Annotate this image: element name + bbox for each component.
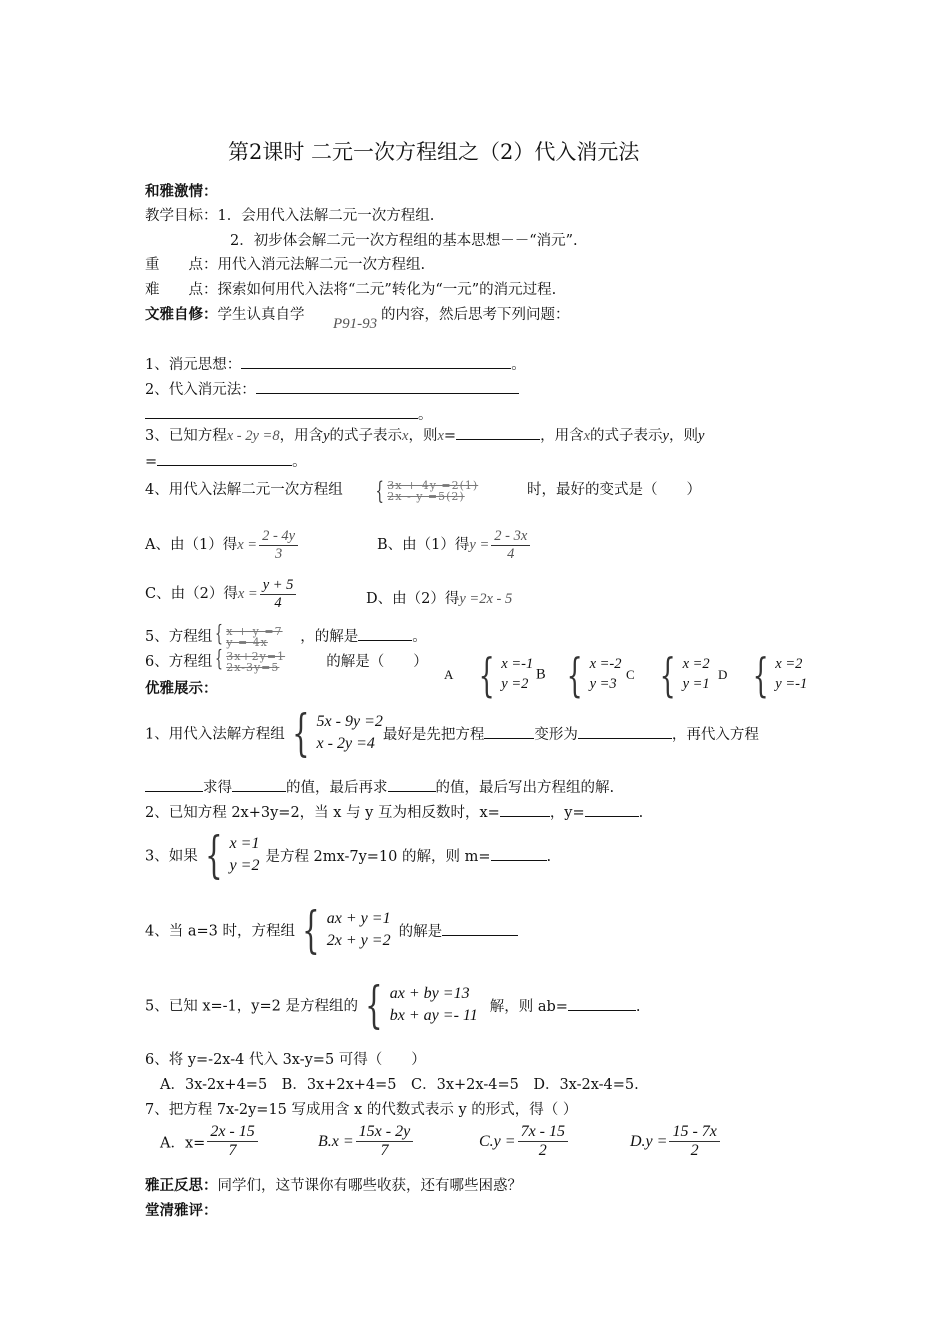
brace-icon: { xyxy=(478,648,495,702)
q6-option-b[interactable] xyxy=(536,648,622,702)
fraction: $\frac{2x - 15}{7}$ xyxy=(207,1123,257,1161)
goal-line-1 xyxy=(145,204,434,225)
brace-icon: { xyxy=(215,647,224,672)
section-heading-5: 堂清雅评： xyxy=(145,1203,218,1219)
question-1-end: 。 xyxy=(511,357,526,373)
q6-garbled-eqs: 3x+2y=1 2x-3y=5 xyxy=(226,650,286,674)
key-point: 重 点：用代入消元法解二元一次方程组. xyxy=(145,257,426,273)
q3-text: ，则 xyxy=(408,428,438,444)
practice-1 xyxy=(145,704,759,762)
answer-blank[interactable] xyxy=(585,802,639,817)
brace-icon: { xyxy=(365,976,383,1034)
q3-end: 。 xyxy=(292,454,307,470)
question-5 xyxy=(145,622,427,649)
option-label: B.x = xyxy=(318,1132,354,1150)
p5-system: ax + by =13 bx + ay =- 11 xyxy=(389,985,478,1024)
p1-text: 1、用代入法解方程组 xyxy=(145,726,285,743)
question-4 xyxy=(145,478,343,499)
p5-end: . xyxy=(635,998,641,1015)
self-study-line xyxy=(145,303,305,324)
difficult-point: 难 点：探索如何用代入法将“二元”转化为“一元”的消元过程. xyxy=(145,282,557,298)
answer-blank[interactable] xyxy=(145,777,203,792)
var-x: x xyxy=(437,428,444,444)
p3-text: 3、如果 xyxy=(145,848,198,865)
goal-2: 2．初步体会解二元一次方程组的基本思想－－“消元”. xyxy=(230,233,578,249)
q3-text: ，则 xyxy=(668,428,698,444)
q4-system xyxy=(372,479,478,503)
question-2-cont xyxy=(145,403,433,424)
q5-garbled-eqs: x + y =7 y = 4x xyxy=(226,625,283,649)
p1-text: 的值，最后再求 xyxy=(286,780,388,796)
option-label: D、由（2）得 xyxy=(366,591,460,607)
fraction: $\frac{15x - 2y}{7}$ xyxy=(356,1123,414,1161)
practice-3 xyxy=(145,826,552,884)
p1-text: 最好是先把方程 xyxy=(382,726,485,743)
q3-text: ，用含 xyxy=(279,428,324,444)
section-heading-1: 和雅激情： xyxy=(145,184,218,200)
option-lhs: x = xyxy=(237,586,258,603)
practice-2 xyxy=(145,801,643,822)
answer-blank[interactable] xyxy=(484,724,534,739)
p4-system: ax + y =1 2x + y =2 xyxy=(326,910,391,949)
fraction: $\frac{2 - 3x}{4}$ xyxy=(491,528,530,562)
answer-blank[interactable] xyxy=(491,846,547,861)
q3-text: 的式子表示 xyxy=(329,428,403,444)
reflection-text: 同学们，这节课你有哪些收获，还有哪些困惑？ xyxy=(217,1178,522,1194)
fraction: $\frac{2 - 4y}{3}$ xyxy=(259,528,298,562)
q3-text: 的式子表示 xyxy=(590,428,663,444)
p7-option-b[interactable] xyxy=(318,1123,415,1161)
p1-text: 求得 xyxy=(203,780,232,796)
p3-end: . xyxy=(546,848,552,865)
p3-system: x =1 y =2 xyxy=(229,835,260,874)
page-title: 第2课时 二元一次方程组之（2）代入消元法 xyxy=(228,140,640,164)
option-system: x =2 y =1 xyxy=(682,656,710,692)
q6-text: 的解是（ ） xyxy=(326,654,428,670)
q6-option-d[interactable] xyxy=(718,648,808,702)
p2-text: 2、已知方程 2x+3y=2，当 x 与 y 互为相反数时，x= xyxy=(145,805,500,821)
answer-blank[interactable] xyxy=(568,996,636,1011)
question-6 xyxy=(145,647,428,674)
option-system: x =-1 y =2 xyxy=(501,656,534,692)
p7-option-c[interactable] xyxy=(479,1123,570,1161)
p4-text: 4、当 a=3 时，方程组 xyxy=(145,923,295,940)
p7-option-d[interactable] xyxy=(630,1123,722,1161)
p4-text: 的解是 xyxy=(398,923,443,940)
option-letter: B xyxy=(536,666,546,683)
q3-text: = xyxy=(443,428,457,444)
q3-equation: x - 2y =8 xyxy=(226,428,280,444)
p2-end: . xyxy=(638,805,644,821)
answer-blank[interactable] xyxy=(388,777,436,792)
q4-option-b[interactable] xyxy=(377,528,532,562)
p7-option-a[interactable] xyxy=(160,1123,260,1161)
option-system: x =-2 y =3 xyxy=(589,656,622,692)
answer-blank[interactable] xyxy=(145,404,418,419)
brace-icon: { xyxy=(291,704,310,762)
question-1-text: 1、消元思想： xyxy=(145,357,242,373)
brace-icon: { xyxy=(375,477,384,505)
practice-6-options: A．3x-2x+4=5 B．3x+2x+4=5 C．3x+2x-4=5 D．3x-2x-4=5. xyxy=(160,1077,639,1093)
p3-text: 是方程 2mx-7y=10 的解，则 m= xyxy=(265,848,491,865)
question-3 xyxy=(145,424,704,445)
self-study-intro: 学生认真自学 xyxy=(217,307,305,323)
brace-icon: { xyxy=(215,622,224,647)
q5-text: 5、方程组 xyxy=(145,629,213,645)
option-label: C、由（2）得 xyxy=(145,586,238,603)
option-label: D.y = xyxy=(630,1132,668,1150)
q5-text: ，的解是 xyxy=(300,629,359,645)
option-lhs: x = xyxy=(237,537,258,554)
p2-text: ，y= xyxy=(549,805,585,821)
brace-icon: { xyxy=(302,901,320,959)
var-y: y xyxy=(662,428,669,444)
q4-option-c[interactable] xyxy=(145,577,298,611)
q3-text: ，用含 xyxy=(540,428,584,444)
question-2 xyxy=(145,378,519,399)
q6-text: 6、方程组 xyxy=(145,654,213,670)
q3-text: = xyxy=(145,454,158,470)
practice-4 xyxy=(145,901,518,959)
question-2-text: 2、代入消元法： xyxy=(145,382,256,398)
question-1 xyxy=(145,353,526,374)
p1-system: 5x - 9y =2 x - 2y =4 xyxy=(316,713,383,752)
p5-text: 解，则 ab= xyxy=(489,998,568,1015)
goal-1: 1．会用代入法解二元一次方程组. xyxy=(217,208,435,224)
page-reference: P91-93 xyxy=(333,316,378,332)
answer-blank[interactable] xyxy=(232,777,286,792)
q4-option-d[interactable] xyxy=(366,587,512,608)
var-y: y xyxy=(697,428,705,444)
question-3-cont xyxy=(145,450,307,471)
q4-text: 4、用代入法解二元一次方程组 xyxy=(145,482,343,498)
answer-blank[interactable] xyxy=(578,724,672,739)
answer-blank[interactable] xyxy=(256,379,519,394)
brace-icon: { xyxy=(659,648,676,702)
practice-7: 7、把方程 7x-2y=15 写成用含 x 的代数式表示 y 的形式，得（ ） xyxy=(145,1102,578,1118)
goal-label: 教学目标： xyxy=(145,208,218,224)
option-expr: y =2x - 5 xyxy=(459,591,513,607)
option-label: A、由（1）得 xyxy=(145,537,238,554)
q3-text: 3、已知方程 xyxy=(145,428,227,444)
q4-prompt: 时，最好的变式是（ ） xyxy=(527,482,701,498)
option-letter: C xyxy=(626,667,635,682)
brace-icon: { xyxy=(752,648,769,702)
option-label: C.y = xyxy=(479,1132,516,1150)
q6-option-c[interactable] xyxy=(626,648,710,702)
answer-blank[interactable] xyxy=(442,921,518,936)
answer-blank[interactable] xyxy=(241,354,511,369)
fraction: $\frac{y + 5}{4}$ xyxy=(260,577,297,611)
var-x: x xyxy=(402,428,409,444)
q4-garbled-eqs: 3x + 4y =2(1) 2x - y =5(2) xyxy=(387,479,479,503)
answer-blank[interactable] xyxy=(500,802,550,817)
practice-1-cont xyxy=(145,776,614,797)
option-label: A．x= xyxy=(160,1135,206,1152)
fraction: $\frac{15 - 7x}{2}$ xyxy=(669,1123,719,1161)
p1-text: 变形为 xyxy=(534,726,578,743)
p1-text: 的值，最后写出方程组的解. xyxy=(435,780,615,796)
option-label: B、由（1）得 xyxy=(377,537,470,554)
option-lhs: y = xyxy=(469,537,490,554)
fraction: $\frac{7x - 15}{2}$ xyxy=(518,1123,568,1161)
var-y: y xyxy=(323,428,330,444)
practice-5 xyxy=(145,976,641,1034)
brace-icon: { xyxy=(204,826,223,884)
section-heading-3: 优雅展示： xyxy=(145,681,218,697)
q6-option-a[interactable] xyxy=(444,648,534,702)
section-heading-2: 文雅自修： xyxy=(145,307,218,323)
answer-blank[interactable] xyxy=(456,425,540,440)
option-letter: A xyxy=(444,667,454,682)
brace-icon: { xyxy=(566,648,583,702)
question-2-end: 。 xyxy=(418,407,433,423)
p5-text: 5、已知 x=-1，y=2 是方程组的 xyxy=(145,998,358,1015)
var-x: x xyxy=(583,428,591,444)
section-heading-4: 雅正反思： xyxy=(145,1178,218,1194)
reflection xyxy=(145,1174,522,1195)
self-study-intro-end: 的内容，然后思考下列问题： xyxy=(381,307,570,323)
practice-6: 6、将 y=-2x-4 代入 3x-y=5 可得（ ） xyxy=(145,1052,426,1068)
p1-text: ，再代入方程 xyxy=(671,726,759,743)
answer-blank[interactable] xyxy=(358,626,412,641)
option-letter: D xyxy=(718,667,728,682)
answer-blank[interactable] xyxy=(157,451,292,466)
q4-option-a[interactable] xyxy=(145,528,300,562)
q5-end: 。 xyxy=(412,629,427,645)
option-system: x =2 y =-1 xyxy=(775,656,808,692)
